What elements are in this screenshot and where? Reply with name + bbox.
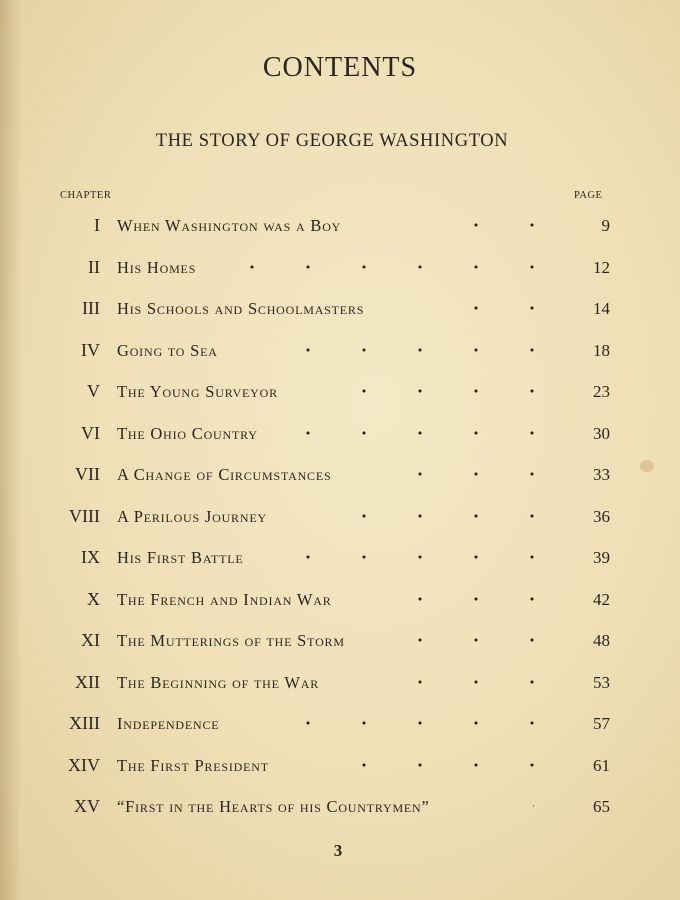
dot-leader: [315, 506, 560, 526]
dot-leader: [229, 257, 560, 277]
chapter-number: VIII: [69, 505, 100, 526]
toc-entry: [0, 662, 680, 704]
chapter-title: When Washington was a Boy: [117, 216, 342, 235]
page-ref: 61: [593, 755, 610, 775]
toc-entry: [0, 288, 680, 330]
toc-entry: [0, 330, 680, 372]
chapter-title: Independence: [117, 714, 220, 733]
dot-leader: [259, 713, 560, 733]
chapter-number: VII: [75, 464, 100, 484]
dot-leader: [303, 423, 560, 443]
toc-entry: [0, 579, 680, 621]
toc-entry: [0, 371, 680, 413]
chapter-number: II: [88, 256, 100, 277]
page-ref: 36: [593, 506, 610, 526]
chapter-number: IV: [81, 339, 100, 360]
chapter-title: The Young Surveyor: [117, 382, 278, 401]
page-ref: 57: [593, 714, 610, 733]
page-ref: 30: [593, 423, 610, 443]
toc-entry: [0, 786, 680, 828]
dot-leader: [401, 589, 560, 609]
dot-leader: [533, 796, 560, 816]
page-ref: 18: [593, 340, 610, 360]
chapter-title: The Beginning of the War: [117, 672, 320, 692]
chapter-number: IX: [81, 547, 100, 567]
chapter-number: XI: [81, 630, 100, 650]
dot-leader: [327, 755, 560, 775]
page-ref: 65: [593, 797, 610, 816]
chapter-number: XV: [74, 796, 100, 816]
toc-entry: [0, 620, 680, 662]
page-ref: 23: [593, 382, 610, 401]
page-ref: 48: [593, 631, 610, 650]
page-title: CONTENTS: [262, 52, 418, 83]
chapter-title: “First in the Hearts of his Countrymen”: [117, 797, 430, 816]
page-column-label: PAGE: [574, 190, 603, 201]
chapter-column-label: CHAPTER: [60, 190, 112, 201]
page-ref: 53: [593, 672, 610, 692]
toc-entry: [0, 413, 680, 455]
page-number: 3: [333, 841, 343, 860]
dot-leader: [417, 630, 560, 650]
chapter-title: The Mutterings of the Storm: [117, 631, 345, 650]
chapter-title: A Change of Circumstances: [117, 465, 332, 484]
chapter-title: The Ohio Country: [117, 423, 258, 443]
dot-leader: [295, 547, 560, 567]
chapter-number: III: [82, 298, 100, 318]
page-ref: 39: [593, 548, 610, 567]
page-ref: 33: [593, 465, 610, 484]
chapter-title: His Homes: [117, 257, 197, 277]
page-ref: 12: [593, 257, 610, 277]
toc-entry: [0, 496, 680, 538]
table-of-contents: [0, 205, 680, 828]
toc-entry: [0, 537, 680, 579]
dot-leader: [327, 381, 560, 401]
chapter-number: V: [87, 381, 100, 401]
chapter-title: His Schools and Schoolmasters: [117, 299, 365, 318]
chapter-title: Going to Sea: [117, 340, 218, 360]
chapter-title: The First President: [117, 755, 269, 775]
dot-leader: [387, 672, 560, 692]
chapter-title: The French and Indian War: [117, 589, 332, 609]
toc-entry: [0, 745, 680, 787]
dot-leader: [429, 298, 560, 318]
book-subtitle: THE STORY OF GEORGE WASHINGTON: [155, 131, 509, 151]
chapter-number: XIV: [68, 754, 100, 775]
toc-entry: [0, 454, 680, 496]
dot-leader: [391, 464, 560, 484]
chapter-number: VI: [81, 422, 100, 443]
toc-entry: [0, 205, 680, 247]
chapter-number: I: [94, 215, 100, 235]
chapter-title: A Perilous Journey: [117, 506, 267, 526]
chapter-title: His First Battle: [117, 548, 244, 567]
dot-leader: [423, 215, 560, 235]
toc-entry: [0, 703, 680, 745]
toc-entry: [0, 247, 680, 289]
page-ref: 9: [601, 216, 610, 235]
page-ref: 42: [593, 589, 610, 609]
chapter-number: XIII: [69, 713, 100, 733]
dot-leader: [255, 340, 560, 360]
page-ref: 14: [593, 299, 610, 318]
chapter-number: X: [87, 588, 100, 609]
chapter-number: XII: [75, 671, 100, 692]
